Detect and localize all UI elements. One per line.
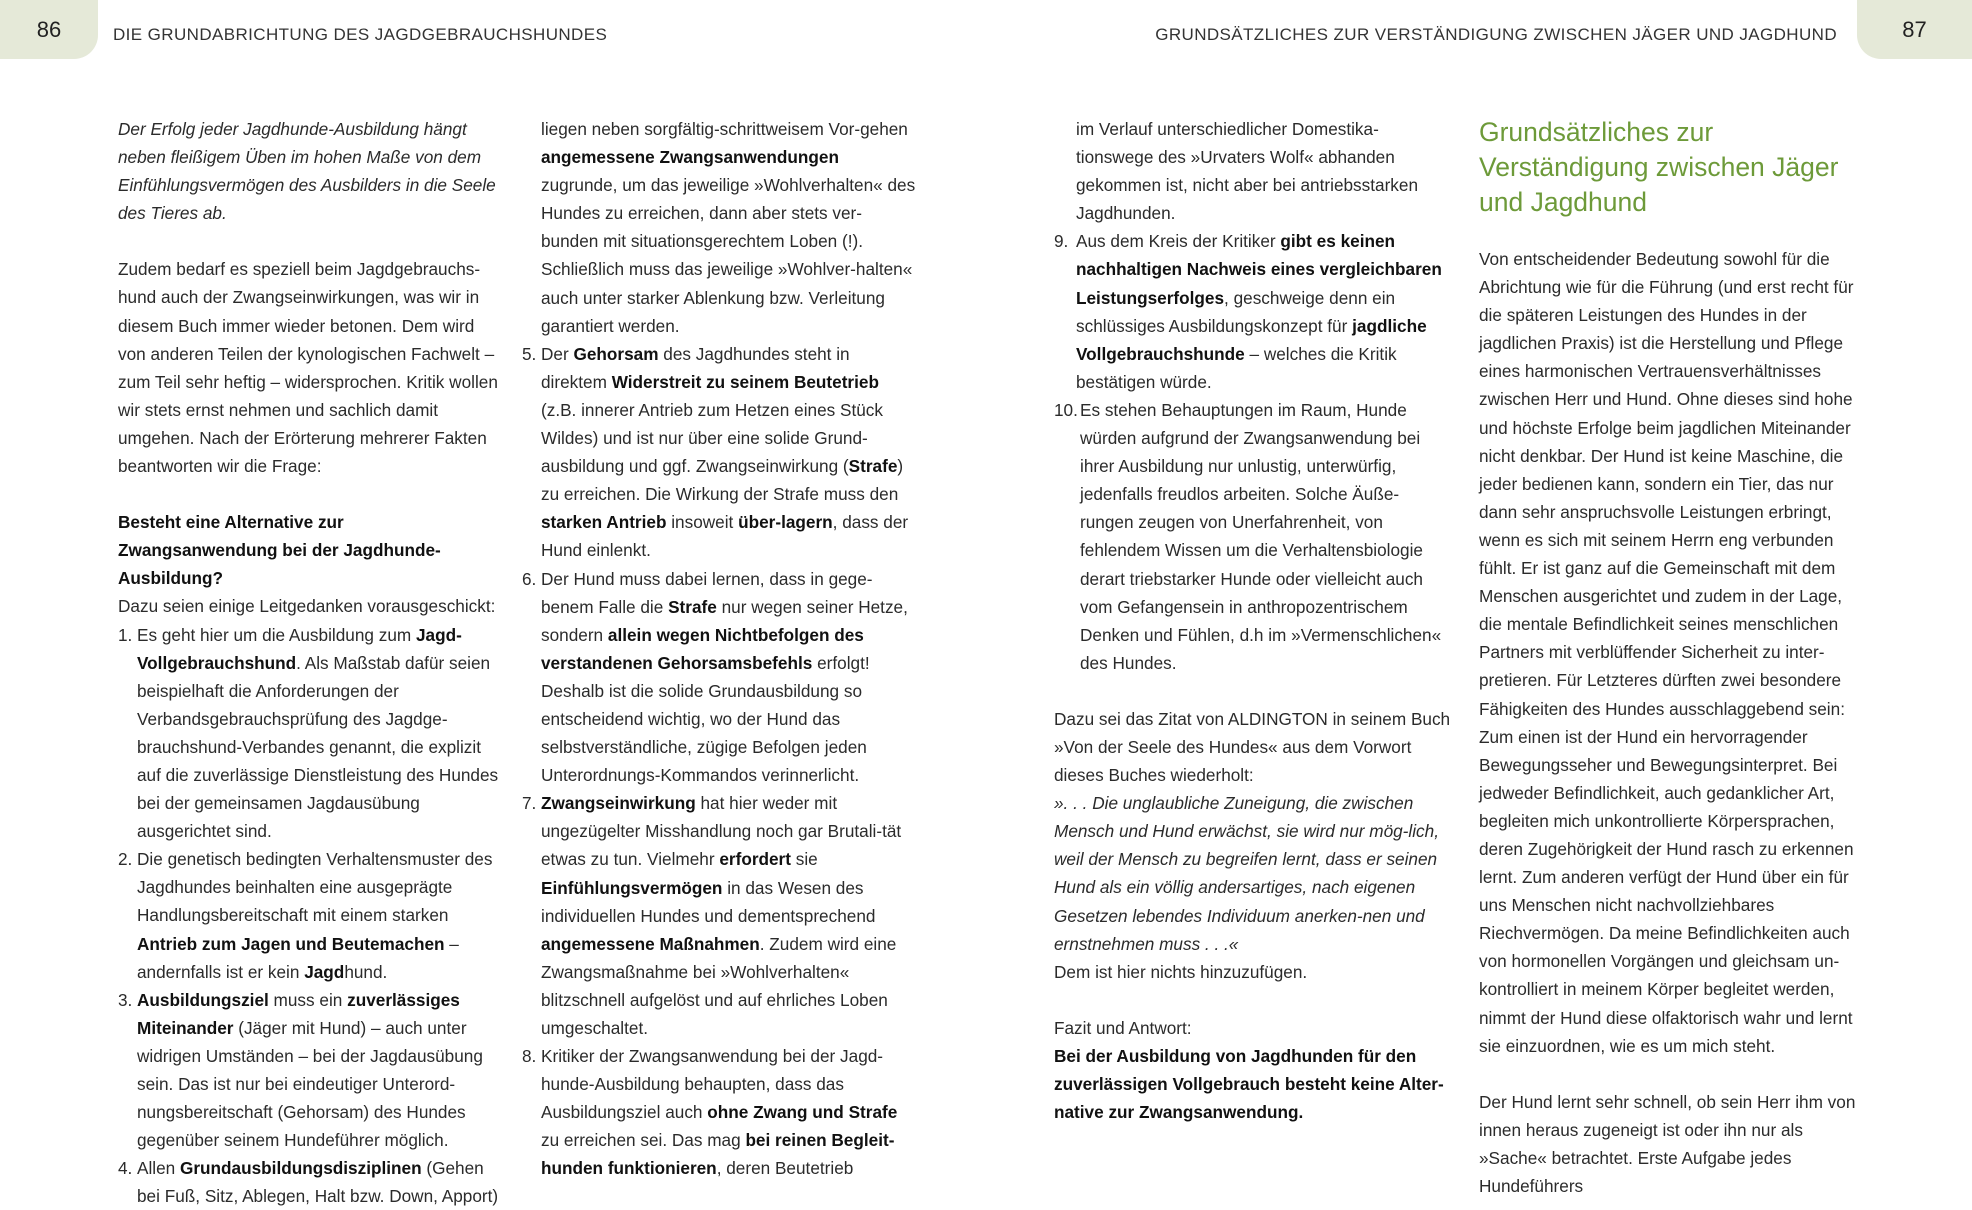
list-number: 6. <box>522 565 536 593</box>
conclusion-answer: Bei der Ausbildung von Jagdhunden für den zuverlässigen Vollgebrauch besteht keine Alter-native zur Zwangsanwendung. <box>1054 1042 1452 1126</box>
list-number: 5. <box>522 340 536 368</box>
after-quote: Dem ist hier nichts hinzuzufügen. <box>1054 958 1452 986</box>
column-3 <box>1054 115 1452 1126</box>
list-number: 1. <box>118 621 132 649</box>
list-item: 7. Zwangseinwirkung hat hier weder mit ungezügelter Misshandlung noch gar Brutali-tät etwas zu tun. Vielmehr erfordert sie Einfühlungsvermögen in das Wesen des individuellen Hundes und dementsprechend angemessene Maßnahmen. Zudem wird eine Zwangsmaßnahme bei »Wohlverhalten« blitzschnell aufgelöst und auf ehrliches Loben umgeschaltet. <box>522 789 917 1042</box>
right-page-number: 87 <box>1902 17 1926 43</box>
left-page-number: 86 <box>37 17 61 43</box>
guideline-list <box>522 340 917 1183</box>
paragraph: Der Hund lernt sehr schnell, ob sein Herr ihm von innen heraus zugeneigt ist oder ihn nur als »Sache« betrachtet. Erste Aufgabe jedes Hundeführers <box>1479 1088 1864 1200</box>
list-item: 2. Die genetisch bedingten Verhaltensmuster des Jagdhundes beinhalten eine ausgeprägte Handlungsbereitschaft mit einem starken Antrieb zum Jagen und Beutemachen – andernfalls ist er kein Jagdhund. <box>118 845 500 985</box>
list-number: 10. <box>1054 396 1078 424</box>
list-number: 2. <box>118 845 132 873</box>
paragraph: Zudem bedarf es speziell beim Jagdgebrauchs-hund auch der Zwangseinwirkungen, was wir in diesem Buch immer wieder betonen. Dem wird von anderen Teilen der kynologischen Fachwelt – zum Teil sehr heftig – widersprochen. Kritik wollen wir stets ernst nehmen und sachlich damit umgehen. Nach der Erörterung mehrerer Fakten beantworten wir die Frage: <box>118 255 500 480</box>
column-1 <box>118 115 500 1210</box>
paragraph: Von entscheidender Bedeutung sowohl für die Abrichtung wie für die Führung (und erst recht für die späteren Leistungen des Hundes in der jagdlichen Praxis) ist die Herstellung und Pflege eines harmonischen Vertrauensverhältnisses zwischen Herr und Hund. Ohne dieses sind hohe und höchste Erfolge beim jagdlichen Miteinander nicht denkbar. Der Hund ist keine Maschine, die jeder bedienen kann, sondern ein Tier, das nur dann sehr anspruchsvolle Leistungen erbringt, wenn es sich mit seinem Herrn eng verbunden fühlt. Er ist ganz auf die Gemeinschaft mit dem Menschen ausgerichtet und zudem in der Lage, die mentale Befindlichkeit seines menschlichen Partners mit verblüffender Sicherheit zu inter-pretieren. Für Letzteres dürften zwei besondere Fähigkeiten des Hundes ausschlaggebend sein: Zum einen ist der Hund ein hervorragender Bewegungsseher und Bewegungsinterpret. Bei jedweder Befindlichkeit, auch gedanklicher Art, begleiten mich unkontrollierte Körpersprachen, deren Zugehörigkeit der Hund rasch zu erkennen lernt. Zum anderen verfügt der Hund über ein für uns Menschen nicht nachvollziehbares Riechvermögen. Da meine Befindlichkeiten auch von hormonellen Vorgängen und gleichsam un-kontrolliert in meinem Körper begleitet werden, nimmt der Hund diese olfaktorisch wahr und lernt sie einzuordnen, wie es um mich steht. <box>1479 245 1864 1060</box>
column-4 <box>1479 115 1864 1200</box>
right-page-number-tab <box>1857 0 1972 59</box>
list-number: 4. <box>118 1154 132 1182</box>
right-running-title: GRUNDSÄTZLICHES ZUR VERSTÄNDIGUNG ZWISCHEN JÄGER UND JAGDHUND <box>1155 25 1837 45</box>
conclusion-label: Fazit und Antwort: <box>1054 1014 1452 1042</box>
lead-text: Dazu seien einige Leitgedanken vorausgeschickt: <box>118 592 500 620</box>
list-item: 4. Allen Grundausbildungsdisziplinen (Gehen bei Fuß, Sitz, Ablegen, Halt bzw. Down, Apport) <box>118 1154 500 1210</box>
list-item: 9. Aus dem Kreis der Kritiker gibt es keinen nachhaltigen Nachweis eines vergleichbaren Leistungserfolges, geschweige denn ein schlüssiges Ausbildungskonzept für jagdliche Vollgebrauchshunde – welches die Kritik bestätigen würde. <box>1054 227 1452 396</box>
list-item: 1. Es geht hier um die Ausbildung zum Jagd-Vollgebrauchshund. Als Maßstab dafür seien beispielhaft die Anforderungen der Verbandsgebrauchsprüfung des Jagdge-brauchshund-Verbandes genannt, die explizit auf die zuverlässige Dienstleistung des Hundes bei der gemeinsamen Jagdausübung ausgerichtet sind. <box>118 621 500 846</box>
list-item: 5. Der Gehorsam des Jagdhundes steht in direktem Widerstreit zu seinem Beutetrieb (z.B. innerer Antrieb zum Hetzen eines Stück Wildes) und ist nur über eine solide Grund-ausbildung und ggf. Zwangseinwirkung (Strafe) zu erreichen. Die Wirkung der Strafe muss den starken Antrieb insoweit über-lagern, dass der Hund einlenkt. <box>522 340 917 565</box>
left-page-number-tab <box>0 0 98 59</box>
list-number: 8. <box>522 1042 536 1070</box>
left-running-title: DIE GRUNDABRICHTUNG DES JAGDGEBRAUCHSHUNDES <box>113 25 607 45</box>
section-heading: Grundsätzliches zur Verständigung zwischen Jäger und Jagdhund <box>1479 115 1864 220</box>
question-heading: Besteht eine Alternative zur Zwangsanwendung bei der Jagdhunde-Ausbildung? <box>118 508 500 592</box>
guideline-list <box>1054 227 1452 677</box>
list-item: 3. Ausbildungsziel muss ein zuverlässiges Miteinander (Jäger mit Hund) – auch unter widrigen Umständen – bei der Jagdausübung sein. Das ist nur bei eindeutiger Unterord-nungsbereitschaft (Gehorsam) des Hundes gegenüber seinem Hundeführer möglich. <box>118 986 500 1155</box>
guideline-list <box>118 621 500 1210</box>
list-continuation: liegen neben sorgfältig-schrittweisem Vor-gehen angemessene Zwangsanwendungen zugrunde, um das jeweilige »Wohlverhalten« des Hundes zu erreichen, dann aber stets ver-bunden mit situationsgerechtem Loben (!). Schließlich muss das jeweilige »Wohlver-halten« auch unter starker Ablenkung bzw. Verleitung garantiert werden. <box>522 115 917 340</box>
list-continuation: im Verlauf unterschiedlicher Domestika-tionswege des »Urvaters Wolf« abhanden gekommen ist, nicht aber bei antriebsstarken Jagdhunden. <box>1054 115 1452 227</box>
list-number: 9. <box>1054 227 1068 255</box>
list-item: 10. Es stehen Behauptungen im Raum, Hunde würden aufgrund der Zwangsanwendung bei ihrer Ausbildung nur unlustig, unterwürfig, jedenfalls freudlos arbeiten. Solche Äuße-rungen zeugen von Unerfahrenheit, von fehlendem Wissen um die Verhaltensbiologie derart triebstarker Hunde oder vielleicht auch vom Gefangensein in anthropozentrischem Denken und Fühlen, d.h im »Vermenschlichen« des Hundes. <box>1054 396 1452 677</box>
list-item: 8. Kritiker der Zwangsanwendung bei der Jagd-hunde-Ausbildung behaupten, dass das Ausbildungsziel auch ohne Zwang und Strafe zu erreichen sei. Das mag bei reinen Begleit-hunden funktionieren, deren Beutetrieb <box>522 1042 917 1182</box>
intro-paragraph: Der Erfolg jeder Jagdhunde-Ausbildung hängt neben fleißigem Üben im hohen Maße von dem Einfühlungsvermögen des Ausbilders in die Seele des Tieres ab. <box>118 115 500 227</box>
quote-intro: Dazu sei das Zitat von ALDINGTON in seinem Buch »Von der Seele des Hundes« aus dem Vorwort dieses Buches wiederholt: <box>1054 705 1452 789</box>
column-2 <box>522 115 917 1183</box>
quote: ». . . Die unglaubliche Zuneigung, die zwischen Mensch und Hund erwächst, sie wird nur mög-lich, weil der Mensch zu begreifen lernt, dass er seinen Hund als ein völlig andersartiges, nach eigenen Gesetzen lebendes Individuum anerken-nen und ernstnehmen muss . . .« <box>1054 789 1452 958</box>
list-number: 7. <box>522 789 536 817</box>
list-item: 6. Der Hund muss dabei lernen, dass in gege-benem Falle die Strafe nur wegen seiner Hetze, sondern allein wegen Nichtbefolgen des verstandenen Gehorsamsbefehls erfolgt! Deshalb ist die solide Grundausbildung so entscheidend wichtig, wo der Hund das selbstverständliche, zügige Befolgen jeden Unterordnungs-Kommandos verinnerlicht. <box>522 565 917 790</box>
list-number: 3. <box>118 986 132 1014</box>
